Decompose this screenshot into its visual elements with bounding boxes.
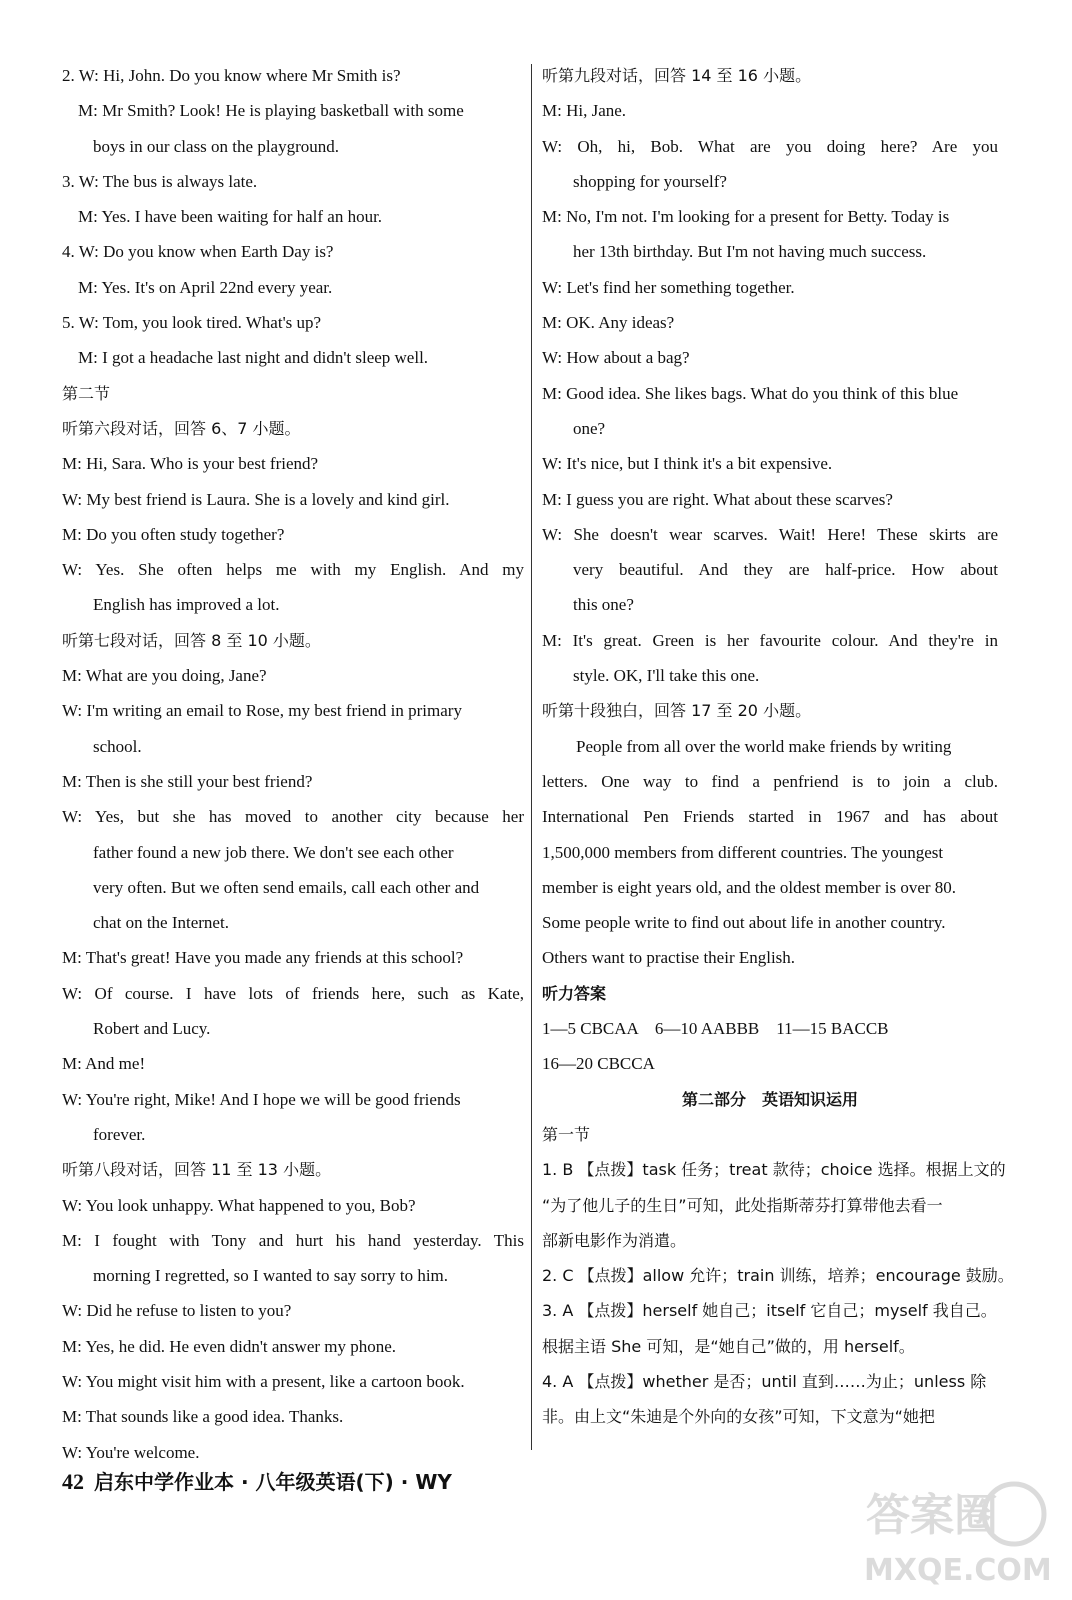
text-line: “为了他儿子的生日”可知，此处指斯蒂芬打算带他去看一 bbox=[542, 1195, 943, 1215]
text-line: father found a new job there. We don't see each other bbox=[93, 842, 454, 862]
text-line: W: Let's find her something together. bbox=[542, 277, 795, 297]
text-line: W: You look unhappy. What happened to you, Bob? bbox=[62, 1195, 416, 1215]
text-line: W: My best friend is Laura. She is a lovely and kind girl. bbox=[62, 489, 450, 509]
text-line: shopping for yourself? bbox=[573, 171, 727, 191]
watermark-logo bbox=[846, 1472, 1056, 1592]
text-line: 根据主语 She 可知，是“她自己”做的，用 herself。 bbox=[542, 1336, 915, 1356]
text-line: M: Do you often study together? bbox=[62, 524, 285, 544]
text-line: 非。由上文“朱迪是个外向的女孩”可知，下文意为“她把 bbox=[542, 1407, 935, 1427]
text-line: M: Hi, Sara. Who is your best friend? bbox=[62, 454, 319, 474]
text-line: Others want to practise their English. bbox=[542, 948, 796, 968]
text-line: one? bbox=[573, 418, 606, 438]
text-line: W: Did he refuse to listen to you? bbox=[62, 1301, 292, 1321]
left-column bbox=[62, 58, 524, 1470]
text-line: M: Yes, he did. He even didn't answer my phone. bbox=[62, 1336, 397, 1356]
text-line: W: You're right, Mike! And I hope we will be good friends bbox=[62, 1089, 461, 1109]
text-line: 听第十段独白，回答 17 至 20 小题。 bbox=[542, 701, 812, 721]
column-divider bbox=[531, 64, 532, 1450]
text-line: 听力答案 bbox=[542, 983, 607, 1003]
text-line: 1. B 【点拨】task 任务；treat 款待；choice 选择。根据上文的 bbox=[542, 1160, 1006, 1180]
text-line: member is eight years old, and the oldest member is over 80. bbox=[542, 877, 957, 897]
text-line: 听第六段对话，回答 6、7 小题。 bbox=[62, 418, 301, 438]
text-line: M: Mr Smith? Look! He is playing basketball with some bbox=[78, 101, 464, 121]
text-line: boys in our class on the playground. bbox=[93, 136, 339, 156]
text-line: W: It's nice, but I think it's a bit expensive. bbox=[542, 454, 833, 474]
text-line: 2. W: Hi, John. Do you know where Mr Smith is? bbox=[62, 66, 401, 85]
text-line: 4. W: Do you know when Earth Day is? bbox=[62, 242, 334, 262]
text-line: M: OK. Any ideas? bbox=[542, 313, 675, 333]
text-line: W: Yes, but she has moved to another city because her bbox=[62, 807, 524, 827]
text-line: 3. W: The bus is always late. bbox=[62, 171, 258, 191]
text-line: this one? bbox=[573, 595, 634, 615]
text-line: 部新电影作为消遣。 bbox=[542, 1230, 687, 1250]
text-line: 听第九段对话，回答 14 至 16 小题。 bbox=[542, 66, 812, 85]
text-line: W: You're welcome. bbox=[62, 1442, 200, 1462]
text-line: English has improved a lot. bbox=[93, 595, 280, 615]
text-line: forever. bbox=[93, 1124, 146, 1144]
text-line: style. OK, I'll take this one. bbox=[573, 666, 760, 686]
text-line: 1—5 CBCAA 6—10 AABBB 11—15 BACCB bbox=[542, 1019, 889, 1039]
text-line: morning I regretted, so I wanted to say sorry to him. bbox=[93, 1266, 449, 1286]
text-line: People from all over the world make friends by writing bbox=[576, 736, 952, 756]
text-line: 听第七段对话，回答 8 至 10 小题。 bbox=[62, 630, 321, 650]
text-line: Robert and Lucy. bbox=[93, 1019, 211, 1039]
text-line: 5. W: Tom, you look tired. What's up? bbox=[62, 313, 322, 333]
text-line: W: She doesn't wear scarves. Wait! Here! These skirts are bbox=[542, 524, 998, 544]
text-line: Some people write to find out about life in another country. bbox=[542, 913, 946, 933]
text-line: M: Hi, Jane. bbox=[542, 101, 627, 121]
text-line: 4. A 【点拨】whether 是否；until 直到……为止；unless 除 bbox=[542, 1371, 987, 1391]
text-line: W: Yes. She often helps me with my English. And my bbox=[62, 560, 524, 580]
text-line: chat on the Internet. bbox=[93, 913, 229, 933]
text-line: very often. But we often send emails, call each other and bbox=[93, 877, 480, 897]
text-line: M: No, I'm not. I'm looking for a present for Betty. Today is bbox=[542, 207, 950, 227]
text-line: 16—20 CBCCA bbox=[542, 1054, 655, 1074]
text-line: M: That sounds like a good idea. Thanks. bbox=[62, 1407, 344, 1427]
text-line: M: What are you doing, Jane? bbox=[62, 666, 267, 686]
text-line: M: That's great! Have you made any friends at this school? bbox=[62, 948, 464, 968]
text-line: M: Yes. I have been waiting for half an hour. bbox=[78, 207, 383, 227]
text-line: W: Of course. I have lots of friends here, such as Kate, bbox=[62, 983, 524, 1003]
text-line: M: And me! bbox=[62, 1054, 146, 1074]
page-number: 42 bbox=[62, 1469, 84, 1494]
text-line: 第二部分 英语知识运用 bbox=[681, 1089, 858, 1109]
text-line: M: It's great. Green is her favourite colour. And they're in bbox=[542, 630, 998, 650]
text-line: W: Oh, hi, Bob. What are you doing here? Are you bbox=[542, 136, 998, 156]
text-line: M: Good idea. She likes bags. What do you think of this blue bbox=[542, 383, 959, 403]
watermark-text: 答案圈 bbox=[866, 1490, 998, 1541]
text-line: 听第八段对话，回答 11 至 13 小题。 bbox=[62, 1160, 332, 1180]
text-line: 1,500,000 members from different countries. The youngest bbox=[542, 842, 944, 862]
right-column bbox=[542, 58, 1014, 1435]
text-line: W: You might visit him with a present, like a cartoon book. bbox=[62, 1371, 465, 1391]
text-line: W: I'm writing an email to Rose, my best friend in primary bbox=[62, 701, 462, 721]
text-line: very beautiful. And they are half-price. How about bbox=[573, 560, 998, 580]
text-line: M: Yes. It's on April 22nd every year. bbox=[78, 277, 333, 297]
text-line: 第一节 bbox=[542, 1124, 591, 1144]
text-line: 2. C 【点拨】allow 允许；train 训练，培养；encourage 鼓励。 bbox=[542, 1266, 1014, 1286]
text-line: letters. One way to find a penfriend is to join a club. bbox=[542, 771, 998, 791]
text-line: W: How about a bag? bbox=[542, 348, 690, 368]
text-line: M: Then is she still your best friend? bbox=[62, 771, 313, 791]
text-line: her 13th birthday. But I'm not having much success. bbox=[573, 242, 927, 262]
text-line: 3. A 【点拨】herself 她自己；itself 它自己；myself 我自己。 bbox=[542, 1301, 997, 1321]
page-footer bbox=[62, 1466, 452, 1495]
text-line: 第二节 bbox=[62, 383, 111, 403]
text-line: M: I guess you are right. What about these scarves? bbox=[542, 489, 893, 509]
text-line: International Pen Friends started in 1967 and has about bbox=[542, 807, 998, 827]
text-line: M: I got a headache last night and didn't sleep well. bbox=[78, 348, 429, 368]
text-line: school. bbox=[93, 736, 142, 756]
watermark-url: MXQE.COM bbox=[864, 1553, 1052, 1588]
book-title: 启东中学作业本 · 八年级英语(下) · WY bbox=[94, 1470, 452, 1494]
text-line: M: I fought with Tony and hurt his hand yesterday. This bbox=[62, 1230, 524, 1250]
